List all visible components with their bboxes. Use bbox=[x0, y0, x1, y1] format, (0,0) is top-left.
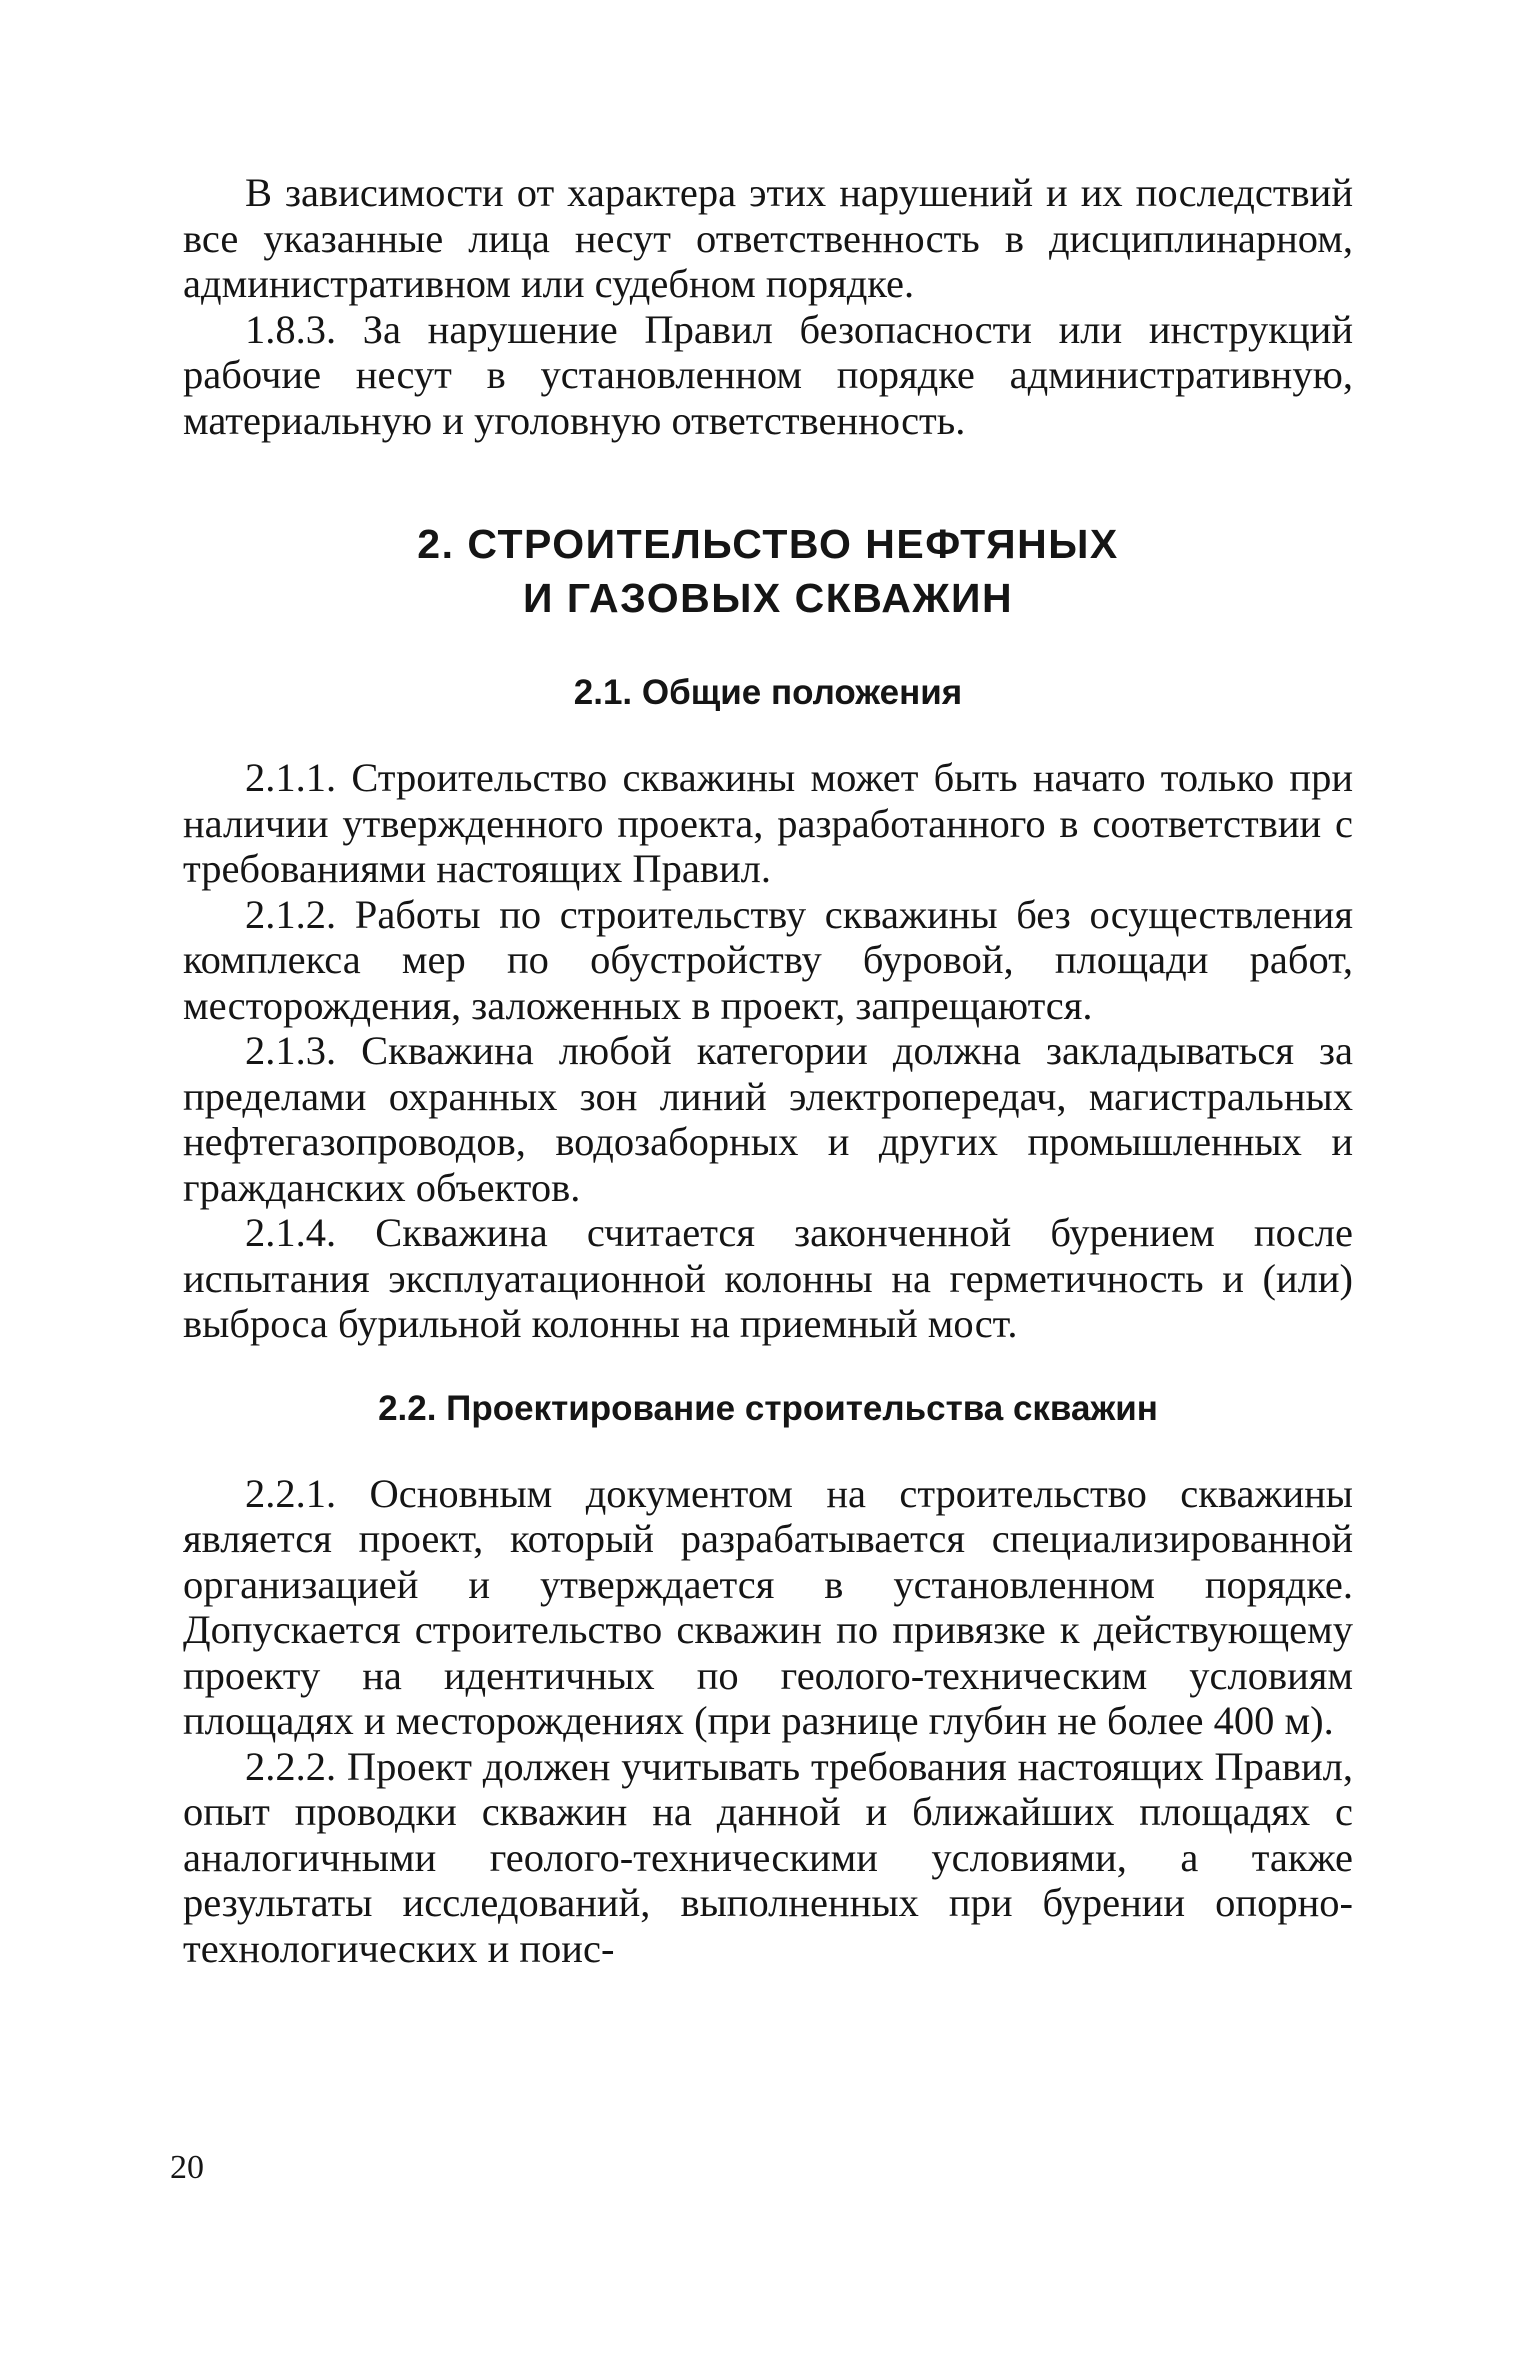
paragraph-2-1-3: 2.1.3. Скважина любой категории должна закладываться за пределами охранных зон линий электропередач, магистральных нефтегазопроводов, водозаборных и других промышленных и гражданских объектов. bbox=[183, 1028, 1353, 1210]
paragraph-2-2-2: 2.2.2. Проект должен учитывать требования настоящих Правил, опыт проводки скважин на данной и ближайших площадях с аналогичными геолого-техническими условиями, а также результаты исследований, выполненных при бурении опорно-технологических и поис- bbox=[183, 1743, 1353, 1971]
page-number: 20 bbox=[170, 2149, 204, 2186]
paragraph-2-1-4: 2.1.4. Скважина считается законченной бурением после испытания эксплуатационной колонны на герметичность и (или) выброса бурильной колонны на приемный мост. bbox=[183, 1210, 1353, 1346]
paragraph-2-2-1: 2.2.1. Основным документом на строительство скважины является проект, который разрабатывается специализированной организацией и утверждается в установленном порядке. Допускается строительство скважин по привязке к действующему проекту на идентичных по геолого-техническим условиям площадях и месторождениях (при разнице глубин не более 400 м). bbox=[183, 1470, 1353, 1743]
section-title-general: 2.1. Общие положения bbox=[573, 673, 963, 712]
chapter-title bbox=[183, 517, 1353, 625]
chapter-title-line-1: 2. СТРОИТЕЛЬСТВО НЕФТЯНЫХ bbox=[417, 521, 1119, 567]
section-title-design: 2.2. Проектирование строительства скважин bbox=[378, 1388, 1158, 1428]
intro-paragraph-2: 1.8.3. За нарушение Правил безопасности или инструкций рабочие несут в установленном порядке административную, материальную и уголовную ответственность. bbox=[183, 306, 1353, 443]
paragraph-2-1-2: 2.1.2. Работы по строительству скважины без осуществления комплекса мер по обустройству буровой, площади работ, месторождения, заложенных в проект, запрещаются. bbox=[183, 891, 1353, 1028]
document-page bbox=[183, 170, 1353, 1971]
intro-paragraph-1: В зависимости от характера этих нарушений и их последствий все указанные лица несут ответственность в дисциплинарном, административном или судебном порядке. bbox=[183, 170, 1353, 306]
paragraph-2-1-1: 2.1.1. Строительство скважины может быть начато только при наличии утвержденного проекта, разработанного в соответствии с требованиями настоящих Правил. bbox=[183, 755, 1353, 891]
chapter-title-line-2: И ГАЗОВЫХ СКВАЖИН bbox=[522, 575, 1014, 621]
